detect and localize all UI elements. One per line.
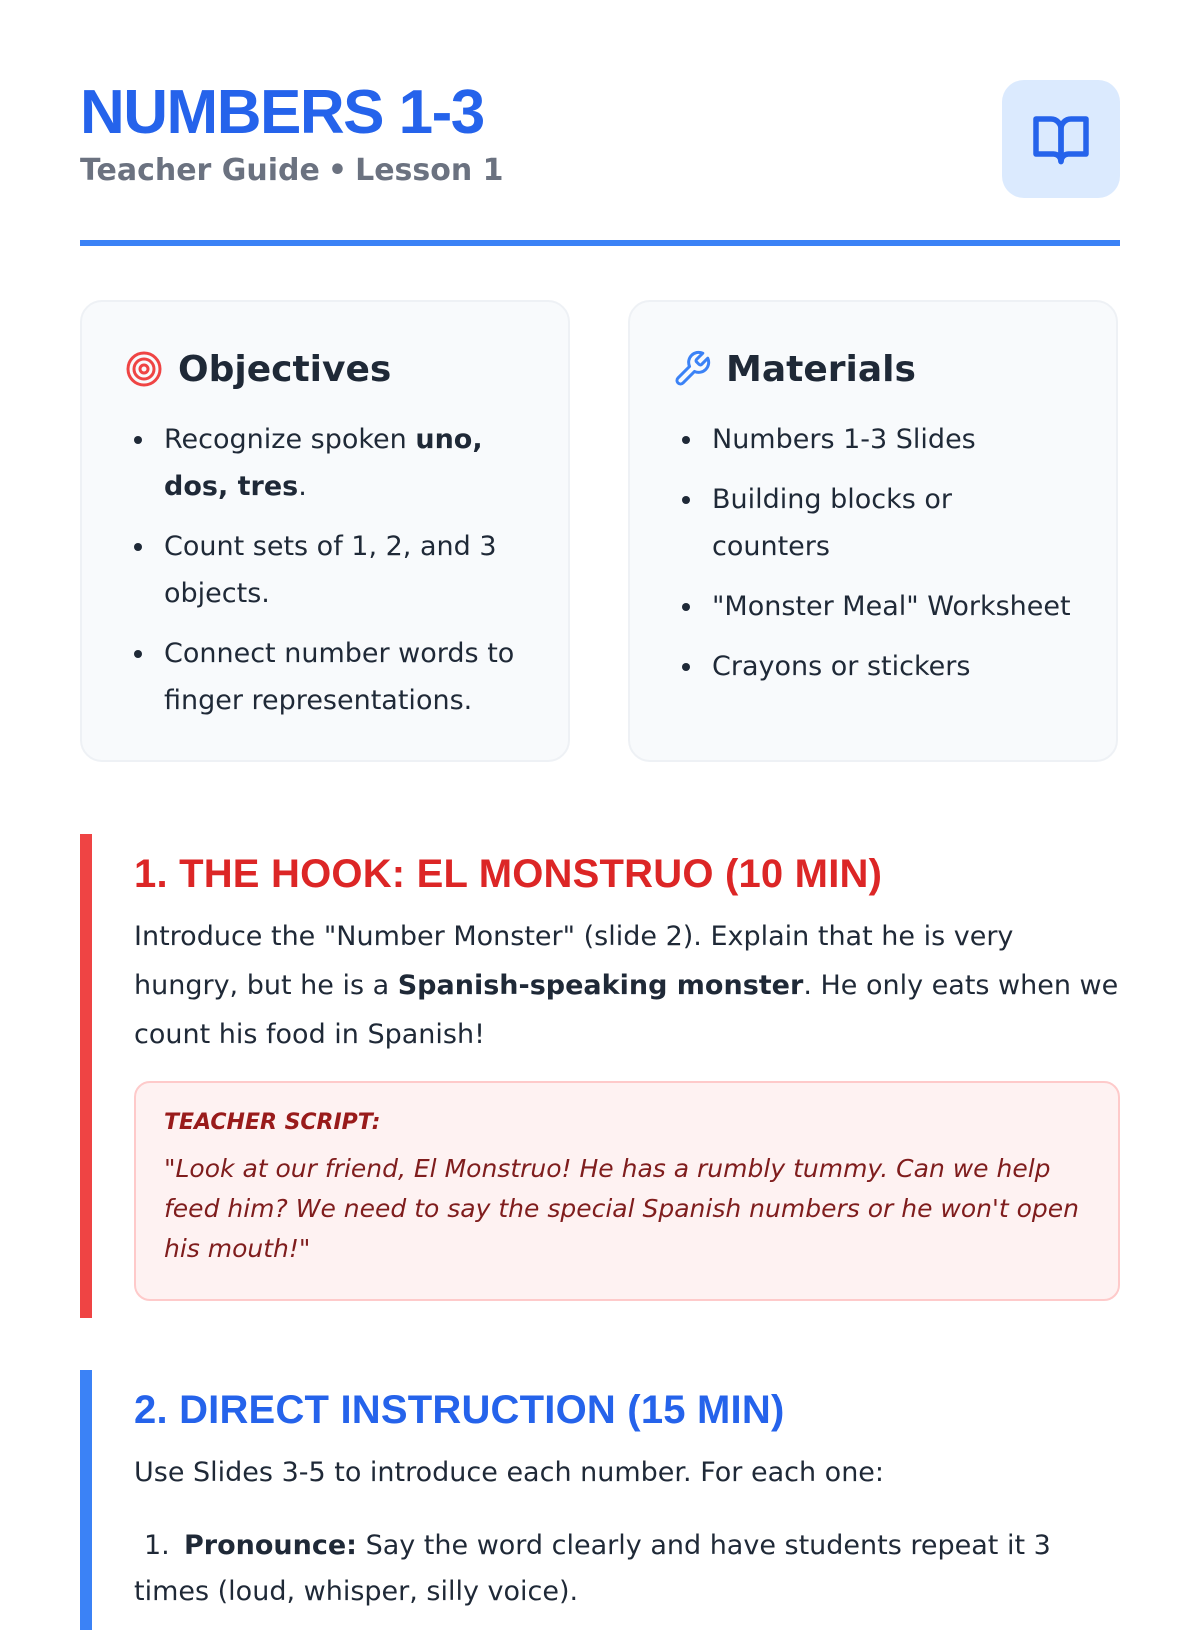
- list-item: Numbers 1-3 Slides: [712, 416, 1076, 463]
- script-label: TEACHER SCRIPT:: [164, 1110, 381, 1135]
- section-accent-bar: [80, 834, 92, 1318]
- steps-list: [134, 1523, 1120, 1615]
- section-title: 1. THE HOOK: EL MONSTRUO (10 MIN): [134, 852, 883, 896]
- list-item: Count sets of 1, 2, and 3 objects.: [164, 523, 528, 617]
- open-book-icon: [1002, 80, 1120, 198]
- list-item: Crayons or stickers: [712, 643, 1076, 690]
- lesson-header: [80, 80, 1120, 250]
- list-item: 1. Pronounce: Say the word clearly and have students repeat it 3 times (loud, whisper, silly voice).: [134, 1530, 1051, 1607]
- section-body: [134, 1370, 1120, 1615]
- subtitle-guide: Teacher Guide: [80, 153, 320, 188]
- list-item: Recognize spoken uno, dos, tres.: [164, 416, 528, 510]
- page-title: NUMBERS 1-3: [80, 78, 484, 147]
- objectives-list: [124, 416, 528, 724]
- page-subtitle: [80, 153, 504, 188]
- section-title: 2. DIRECT INSTRUCTION (15 MIN): [134, 1388, 785, 1432]
- section-direct-instruction: [80, 1370, 1120, 1630]
- subtitle-lesson: Lesson 1: [355, 153, 504, 188]
- teacher-script-box: [134, 1081, 1120, 1301]
- materials-card: [628, 300, 1118, 762]
- target-icon: [124, 349, 164, 389]
- section-accent-bar: [80, 1370, 92, 1630]
- section-text: Use Slides 3-5 to introduce each number. For each one:: [134, 1457, 885, 1488]
- list-item: Connect number words to finger representations.: [164, 630, 528, 724]
- objectives-title: Objectives: [178, 348, 392, 390]
- wrench-icon: [672, 349, 712, 389]
- section-hook: [80, 834, 1120, 1318]
- materials-header: [672, 344, 1076, 394]
- materials-title: Materials: [726, 348, 916, 390]
- objectives-card: [80, 300, 570, 762]
- objectives-header: [124, 344, 528, 394]
- section-body: [134, 834, 1120, 1301]
- script-text: "Look at our friend, El Monstruo! He has a rumbly tummy. Can we help feed him? We need to say the special Spanish numbers or he won't open his mouth!": [164, 1154, 1079, 1263]
- section-text: Introduce the "Number Monster" (slide 2). Explain that he is very hungry, but he is a Spanish-speaking monster. He only eats when we count his food in Spanish!: [134, 921, 1119, 1050]
- list-item: "Monster Meal" Worksheet: [712, 583, 1076, 630]
- subtitle-separator: •: [327, 153, 348, 188]
- header-divider: [80, 240, 1120, 246]
- list-item: Building blocks or counters: [712, 476, 1076, 570]
- materials-list: [672, 416, 1076, 690]
